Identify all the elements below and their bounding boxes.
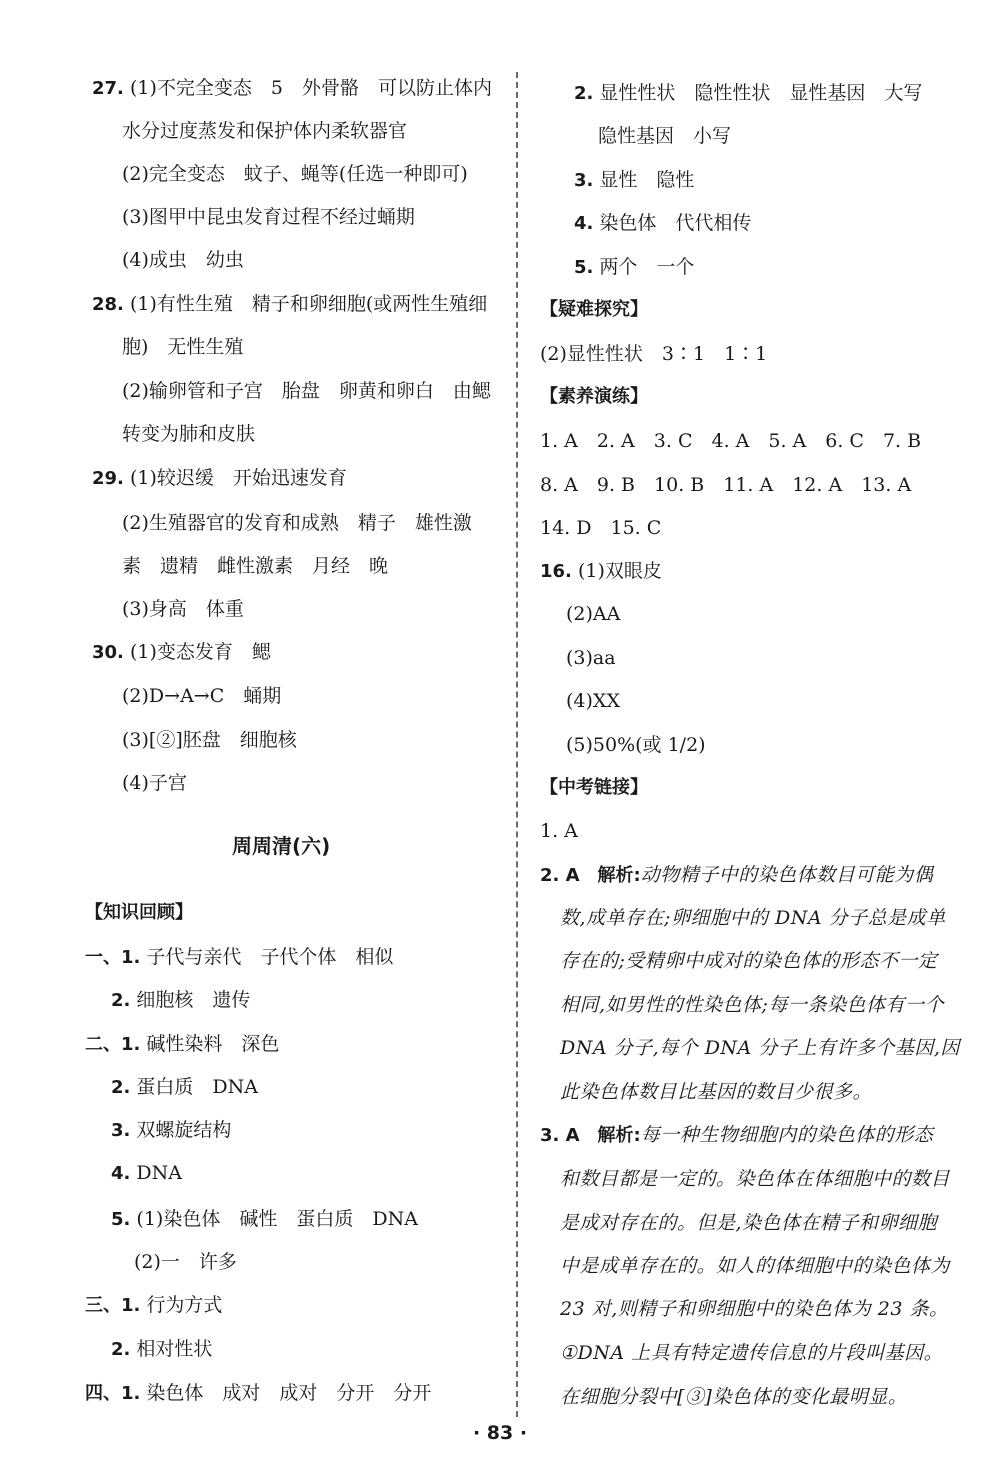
exam-answer-3: 3. A 解析:每一种生物细胞内的染色体的形态 (540, 1124, 934, 1146)
answer-line: (2)完全变态 蚊子、蝇等(任选一种即可) (122, 163, 468, 185)
answer-line: (3)图甲中昆虫发育过程不经过蛹期 (122, 206, 415, 228)
answer-line: (2)AA (566, 603, 621, 625)
answer-line: (3)[②]胚盘 细胞核 (122, 729, 297, 751)
explanation-line: 和数目都是一定的。染色体在体细胞中的数目 (560, 1168, 951, 1190)
explanation-line: 在细胞分裂中[③]染色体的变化最明显。 (560, 1386, 908, 1408)
review-item: 三、1. 行为方式 (85, 1294, 223, 1316)
explanation-line: 中是成单存在的。如人的体细胞中的染色体为 (560, 1255, 951, 1277)
section-heading-exam: 【中考链接】 (540, 777, 648, 798)
knowledge-item: 3. 显性 隐性 (574, 169, 695, 191)
answer-28: 28. (1)有性生殖 精子和卵细胞(或两性生殖细 (92, 293, 488, 315)
explanation-line: 相同,如男性的性染色体;每一条染色体有一个 (560, 994, 944, 1016)
mc-answers-row: 1. A 2. A 3. C 4. A 5. A 6. C 7. B (540, 430, 922, 452)
column-divider (516, 72, 518, 1417)
answer-line: 胞) 无性生殖 (122, 336, 244, 358)
exam-answer: 1. A (540, 820, 578, 842)
answer-line: (4)子宫 (122, 772, 187, 794)
answer-line: (2)生殖器官的发育和成熟 精子 雄性激 (122, 512, 472, 534)
review-item: 二、1. 碱性染料 深色 (85, 1033, 280, 1055)
answer-line: 水分过度蒸发和保护体内柔软器官 (122, 120, 408, 142)
review-item: 4. DNA (111, 1162, 183, 1184)
review-item: 2. 细胞核 遗传 (111, 989, 251, 1011)
review-item: (2)一 许多 (134, 1251, 237, 1273)
review-item: 四、1. 染色体 成对 成对 分开 分开 (85, 1382, 432, 1404)
knowledge-line: 隐性基因 小写 (598, 125, 732, 147)
answer-line: (5)50%(或 1/2) (566, 734, 706, 756)
mc-answers-row: 14. D 15. C (540, 517, 662, 539)
section-title: 周周清(六) (232, 834, 331, 858)
review-item: 3. 双螺旋结构 (111, 1119, 232, 1141)
knowledge-item: 4. 染色体 代代相传 (574, 212, 752, 234)
answer-30: 30. (1)变态发育 鳃 (92, 641, 271, 663)
page-number: · 83 · (472, 1422, 528, 1444)
review-item: 一、1. 子代与亲代 子代个体 相似 (85, 946, 394, 968)
answer-29: 29. (1)较迟缓 开始迅速发育 (92, 467, 347, 489)
exam-answer-2: 2. A 解析:动物精子中的染色体数目可能为偶 (540, 864, 934, 886)
answer-line: (4)XX (566, 690, 620, 712)
answer-line: 素 遗精 雌性激素 月经 晚 (122, 555, 389, 577)
explanation-line: 23 对,则精子和卵细胞中的染色体为 23 条。 (560, 1298, 949, 1320)
review-item: 5. (1)染色体 碱性 蛋白质 DNA (111, 1208, 418, 1230)
section-heading-practice: 【素养演练】 (540, 386, 648, 407)
explanation-line: 此染色体数目比基因的数目少很多。 (560, 1081, 873, 1103)
section-heading-review: 【知识回顾】 (85, 902, 193, 923)
explanation-line: 存在的;受精卵中成对的染色体的形态不一定 (560, 950, 938, 972)
answer-27: 27. (1)不完全变态 5 外骨骼 可以防止体内 (92, 77, 492, 99)
knowledge-item: 2. 显性性状 隐性性状 显性基因 大写 (574, 82, 923, 104)
review-item: 2. 相对性状 (111, 1338, 213, 1360)
explanation-line: 数,成单存在;卵细胞中的 DNA 分子总是成单 (560, 907, 946, 929)
answer-line: 转变为肺和皮肤 (122, 423, 256, 445)
mc-answers-row: 8. A 9. B 10. B 11. A 12. A 13. A (540, 474, 912, 496)
explanation-line: DNA 分子,每个 DNA 分子上有许多个基因,因 (560, 1037, 960, 1059)
explanation-line: 是成对存在的。但是,染色体在精子和卵细胞 (560, 1212, 938, 1234)
answer-line: (2)输卵管和子宫 胎盘 卵黄和卵白 由鳃 (122, 380, 491, 402)
knowledge-item: 5. 两个 一个 (574, 256, 695, 278)
answer-line: (3)身高 体重 (122, 598, 244, 620)
inquiry-answer: (2)显性性状 3∶1 1∶1 (540, 343, 768, 365)
answer-line: (2)D→A→C 蛹期 (122, 685, 282, 707)
answer-16: 16. (1)双眼皮 (540, 560, 662, 582)
answer-line: (4)成虫 幼虫 (122, 249, 244, 271)
answer-line: (3)aa (566, 647, 616, 669)
section-heading-inquiry: 【疑难探究】 (540, 299, 648, 320)
review-item: 2. 蛋白质 DNA (111, 1076, 259, 1098)
explanation-line: ①DNA 上具有特定遗传信息的片段叫基因。 (560, 1342, 944, 1364)
